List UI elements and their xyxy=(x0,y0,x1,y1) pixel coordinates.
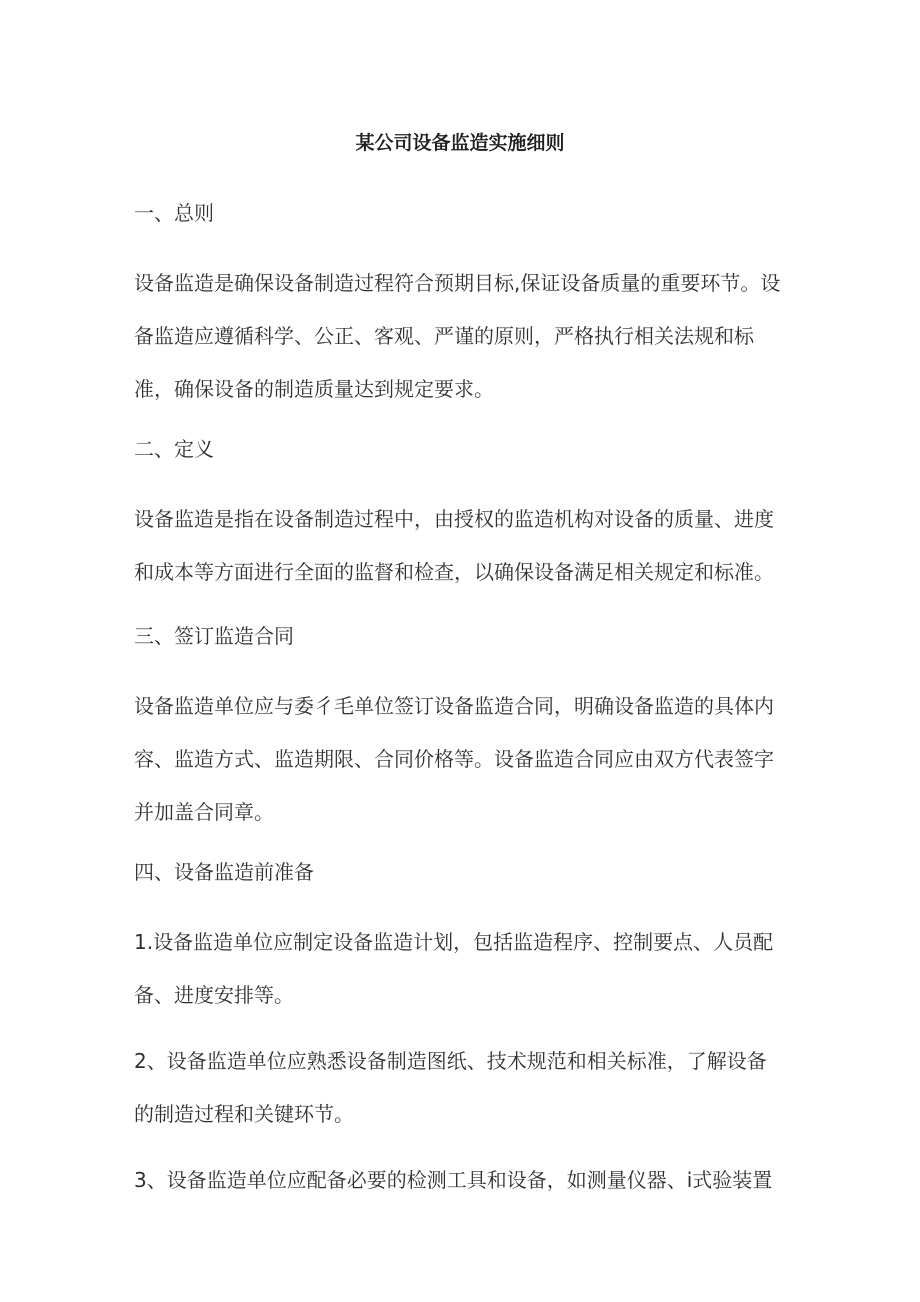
paragraph-preparation-3 xyxy=(134,1154,794,1207)
paragraph-preparation-1 xyxy=(134,916,794,1022)
paragraph-definition xyxy=(134,493,794,599)
paragraph-line: 和成本等方面进行全面的监督和检查，以确保设备满足相关规定和标准。 xyxy=(134,560,774,584)
paragraph-line: 设备监造是指在设备制造过程中，由授权的监造机构对设备的质量、进度 xyxy=(134,507,774,531)
document-title: 某公司设备监造实施细则 xyxy=(355,132,565,154)
section-heading-general: 一、总则 xyxy=(134,201,214,225)
paragraph-line: 准，确保设备的制造质量达到规定要求。 xyxy=(134,377,494,401)
paragraph-line: 2、设备监造单位应熟悉设备制造图纸、技术规范和相关标准，了解设备 xyxy=(134,1049,767,1073)
paragraph-general xyxy=(134,257,794,416)
paragraph-line: 设备监造单位应与委彳毛单位签订设备监造合同，明确设备监造的具体内 xyxy=(134,694,774,718)
paragraph-contract xyxy=(134,680,794,839)
section-heading-preparation: 四、设备监造前准备 xyxy=(134,860,314,884)
section-heading-contract: 三、签订监造合同 xyxy=(134,624,294,648)
paragraph-line: 备、进度安排等。 xyxy=(134,983,294,1007)
paragraph-line: 3、设备监造单位应配备必要的检测工具和设备，如测量仪器、i式验装置 xyxy=(134,1168,773,1192)
paragraph-line: 的制造过程和关键环节。 xyxy=(134,1102,354,1126)
paragraph-preparation-2 xyxy=(134,1035,794,1141)
paragraph-line: 容、监造方式、监造期限、合同价格等。设备监造合同应由双方代表签字 xyxy=(134,747,774,771)
section-heading-definition: 二、定义 xyxy=(134,437,214,461)
paragraph-line: 备监造应遵循科学、公正、客观、严谨的原则，严格执行相关法规和标 xyxy=(134,324,754,348)
paragraph-line: 设备监造是确保设备制造过程符合预期目标,保证设备质量的重要环节。设 xyxy=(134,271,781,295)
paragraph-line: 并加盖合同章。 xyxy=(134,800,274,824)
paragraph-line: 1.设备监造单位应制定设备监造计划，包括监造程序、控制要点、人员配 xyxy=(134,930,774,954)
